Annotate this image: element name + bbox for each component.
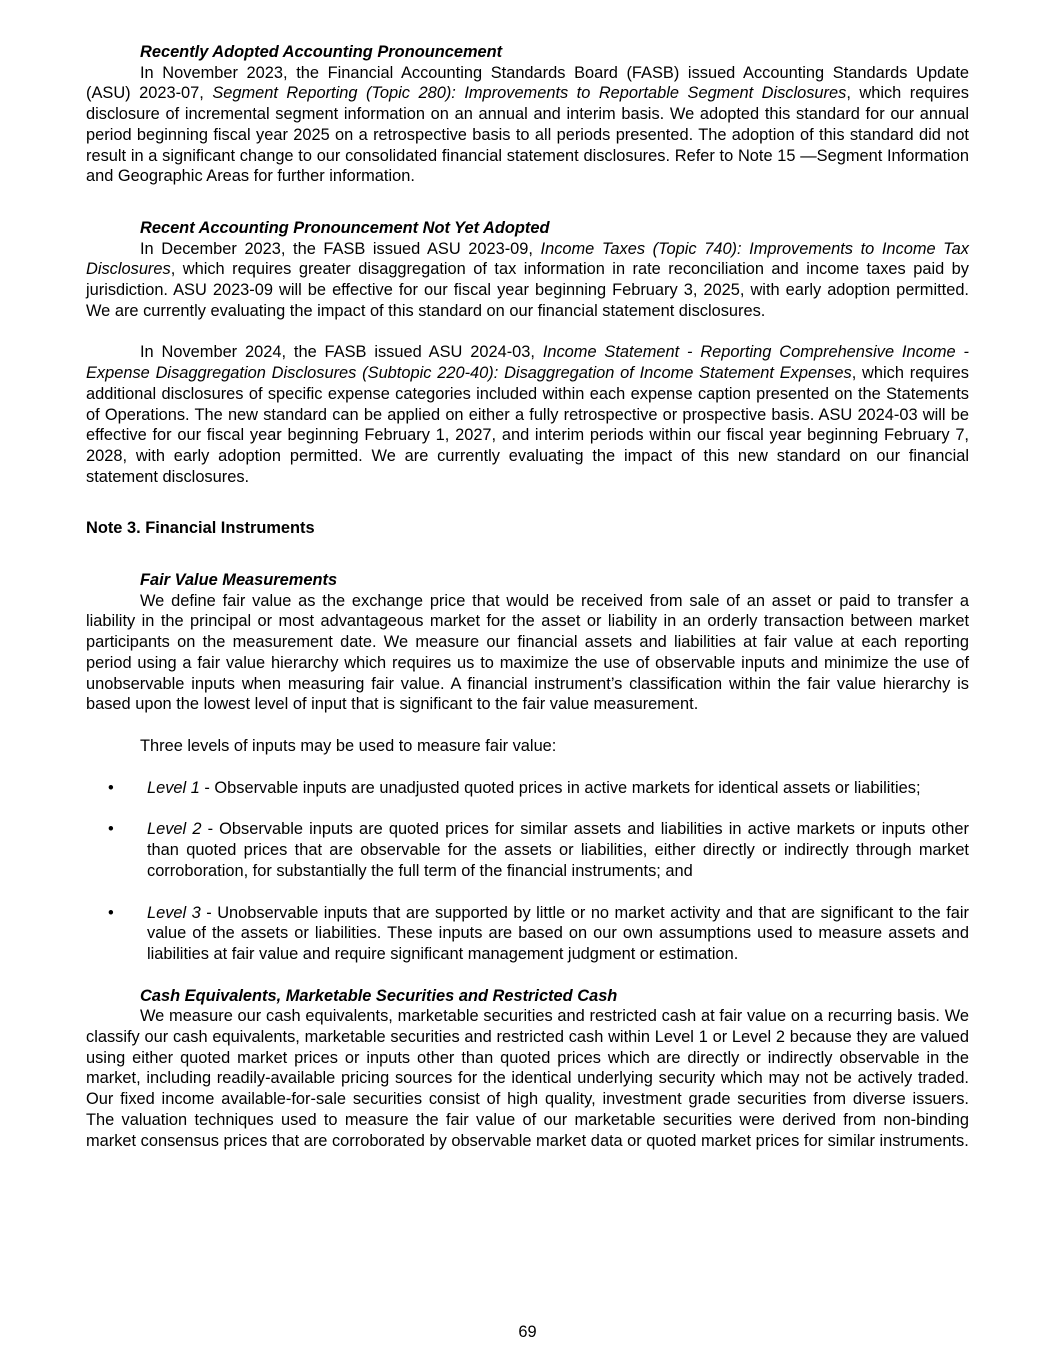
- level-description: - Unobservable inputs that are supported by little or no market activity and that are significant to the fair value of the assets or liabilities. These inputs are based on our own assumptions used to measure assets and liabilities at fair value and require significant management judgment or estimation.: [147, 903, 969, 963]
- level-label: Level 3: [147, 903, 201, 922]
- text-run: , which requires greater disaggregation of tax information in rate reconciliation and income taxes paid by jurisdiction. ASU 2023-09 will be effective for our fiscal year beginning February 3, 2025, with early adoption permitted. We are currently evaluating the impact of this standard on our financial statement disclosures.: [86, 260, 969, 320]
- text-run: In November 2024, the FASB issued ASU 2024-03,: [140, 343, 543, 362]
- note-3-title: Note 3. Financial Instruments: [86, 519, 315, 538]
- text-run: In November 2023, the Financial Accounting Standards Board (FASB) issued Accounting Standards Update (ASU) 2023-07,: [86, 63, 969, 103]
- adopted-pronouncement-heading: Recently Adopted Accounting Pronouncement: [140, 43, 503, 61]
- list-item-level-3: [86, 903, 969, 965]
- list-item-level-2: [86, 819, 969, 881]
- level-label: Level 1: [147, 778, 200, 797]
- asu-2023-09-paragraph: [86, 239, 969, 322]
- adopted-pronouncement-paragraph: [86, 63, 969, 187]
- not-adopted-pronouncement-heading: Recent Accounting Pronouncement Not Yet Adopted: [140, 218, 550, 237]
- asu-title: Income Taxes (Topic 740): Improvements to Income Tax Disclosures: [86, 239, 969, 279]
- text-run: , which requires additional disclosures of specific expense categories included within each expense caption presented on the Statements of Operations. The new standard can be applied on either a fully retrospective or prospective basis. ASU 2024-03 will be effective for our fiscal year beginning February 1, 2027, and interim periods within our fiscal year beginning February 7, 2028, with early adoption permitted. We are currently evaluating the impact of this new standard on our financial statement disclosures.: [86, 364, 969, 486]
- level-description: - Observable inputs are quoted prices for similar assets and liabilities in active markets or inputs other than quoted prices that are observable for the assets or liabilities, either directly or indirectly through market corroboration, for substantially the full term of the financial instruments; and: [147, 820, 969, 880]
- levels-intro-paragraph: Three levels of inputs may be used to measure fair value:: [140, 736, 557, 755]
- list-item-level-1: [86, 778, 969, 799]
- fair-value-levels-list: [86, 778, 969, 965]
- fair-value-heading: Fair Value Measurements: [140, 571, 338, 590]
- level-label: Level 2: [147, 820, 202, 839]
- bullet-icon: •: [108, 820, 114, 839]
- level-description: - Observable inputs are unadjusted quoted prices in active markets for identical assets or liabilities;: [199, 778, 921, 797]
- bullet-icon: •: [108, 903, 114, 922]
- bullet-icon: •: [108, 778, 114, 797]
- fair-value-definition-paragraph: We define fair value as the exchange price that would be received from sale of an asset or paid to transfer a liability in the principal or most advantageous market for the asset or liability in an orderly transaction between market participants on the measurement date. We measure our financial assets and liabilities at fair value at each reporting period using a fair value hierarchy which requires us to maximize the use of observable inputs and minimize the use of unobservable inputs when measuring fair value. A financial instrument’s classification within the fair value hierarchy is based upon the lowest level of input that is significant to the fair value measurement.: [86, 591, 969, 714]
- asu-title: Segment Reporting (Topic 280): Improvements to Reportable Segment Disclosures: [212, 84, 847, 103]
- cash-equivalents-paragraph: We measure our cash equivalents, marketable securities and restricted cash at fair value on a recurring basis. We classify our cash equivalents, marketable securities and restricted cash within Level 1 or Level 2 because they are valued using either quoted market prices or inputs other than quoted prices which are directly or indirectly observable in the market, including readily-available pricing sources for the identical underlying security which may not be actively traded. Our fixed income available-for-sale securities consist of high quality, investment grade securities from diverse issuers. The valuation techniques used to measure the fair value of our marketable securities were derived from non-binding market consensus prices that are corroborated by observable market data or quoted market prices for similar instruments.: [86, 1007, 969, 1150]
- page-number: 69: [518, 1323, 537, 1341]
- document-page: [86, 42, 969, 1151]
- asu-title: Income Statement - Reporting Comprehensive Income - Expense Disaggregation Disclosures (Subtopic 220-40): Disaggregation of Income Statement Expenses: [86, 343, 970, 383]
- cash-equivalents-heading: Cash Equivalents, Marketable Securities and Restricted Cash: [140, 986, 618, 1005]
- text-run: In December 2023, the FASB issued ASU 2023-09,: [140, 239, 541, 258]
- text-run: , which requires disclosure of incremental segment information on an annual and interim basis. We adopted this standard for our annual period beginning fiscal year 2025 on a retrospective basis to all periods presented. The adoption of this standard did not result in a significant change to our consolidated financial statement disclosures. Refer to Note 15 —Segment Information and Geographic Areas for further information.: [86, 84, 969, 186]
- asu-2024-03-paragraph: [86, 342, 969, 487]
